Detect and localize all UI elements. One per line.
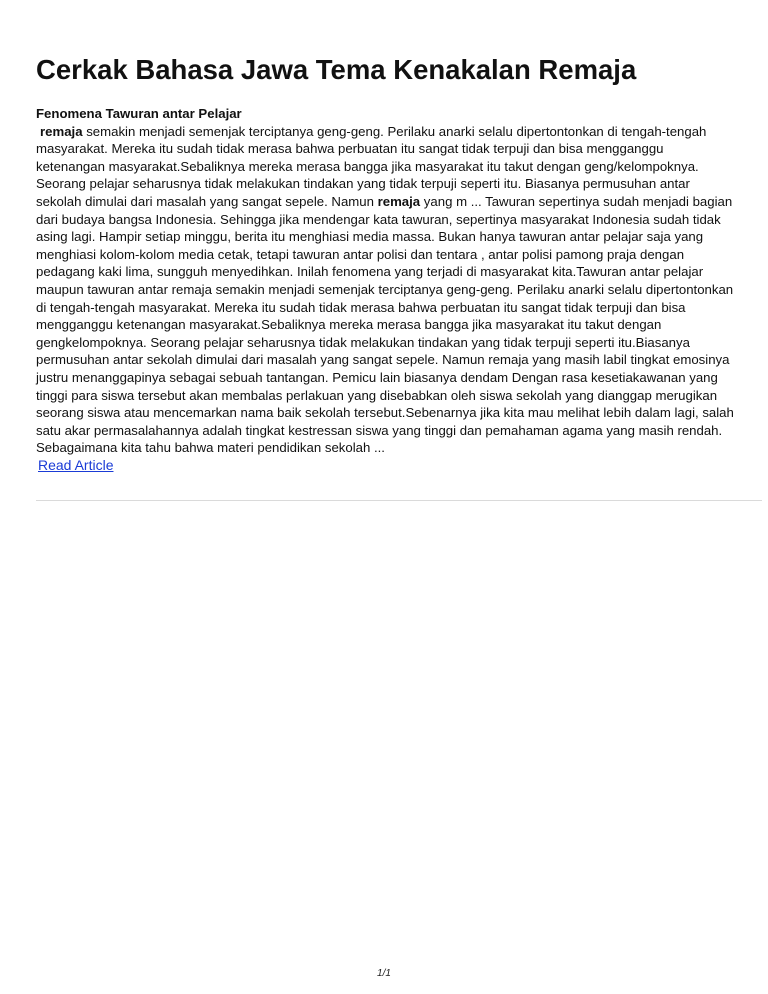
article-snippet: [36, 123, 736, 475]
divider: [36, 500, 762, 501]
section-title: Fenomena Tawuran antar Pelajar: [36, 106, 242, 121]
highlight-keyword: remaja: [40, 123, 83, 139]
page-title: Cerkak Bahasa Jawa Tema Kenakalan Remaja: [36, 54, 637, 85]
paragraph-text: yang m ... Tawuran sepertinya sudah menjadi bagian dari budaya bangsa Indonesia. Sehingga jika mendengar kata tawuran, sepertinya masyarakat Indonesia sudah tidak asing lagi. Hampir setiap minggu, berita itu menghiasi media massa. Bukan hanya tawuran antar pelajar saja yang menghiasi kolom-kolom media cetak, tetapi tawuran antar polisi dan tentara , antar polisi pamong praja dengan pedagang kaki lima, sungguh menyedihkan. Inilah fenomena yang terjadi di masyarakat kita.Tawuran antar pelajar maupun tawuran antar remaja semakin menjadi semenjak terciptanya geng-geng. Perilaku anarki selalu dipertontonkan di tengah-tengah masyarakat. Mereka itu sudah tidak merasa bahwa perbuatan itu sangat tidak terpuji dan bisa mengganggu ketenangan masyarakat.Sebaliknya mereka merasa bangga jika masyarakat itu takut dengan gengkelompoknya. Seorang pelajar seharusnya tidak melakukan tindakan yang tidak terpuji seperti itu.Biasanya permusuhan antar sekolah dimulai dari masalah yang sangat sepele. Namun remaja yang masih labil tingkat emosinya justru menanggapinya sebagai sebuah tantangan. Pemicu lain biasanya dendam Dengan rasa kesetiakawanan yang tinggi para siswa tersebut akan membalas perlakuan yang disebabkan oleh siswa sekolah yang dianggap merugikan seorang siswa atau mencemarkan nama baik sekolah tersebut.Sebenarnya jika kita mau melihat lebih dalam lagi, salah satu akar permasalahannya adalah tingkat kestressan siswa yang tinggi dan pemahaman agama yang masih rendah. Sebagaimana kita tahu bahwa materi pendidikan sekolah ...: [36, 193, 734, 456]
highlight-keyword: remaja: [377, 193, 421, 209]
read-article-link[interactable]: Read Article: [38, 456, 114, 473]
article-paragraph: [36, 123, 736, 457]
page-number: 1/1: [377, 968, 391, 979]
document-page: [36, 52, 762, 474]
paragraph-text: semakin menjadi semenjak terciptanya geng-geng. Perilaku anarki selalu dipertontonkan di tengah-tengah masyarakat. Mereka itu sudah tidak merasa bahwa perbuatan itu sangat tidak terpuji dan bisa mengganggu ketenangan masyarakat.Sebaliknya mereka merasa bangga jika masyarakat itu takut dengan geng/kelompoknya. Seorang pelajar seharusnya tidak melakukan tindakan yang tidak terpuji seperti itu. Biasanya permusuhan antar sekolah dimulai dari masalah yang sangat sepele. Namun: [36, 123, 707, 209]
